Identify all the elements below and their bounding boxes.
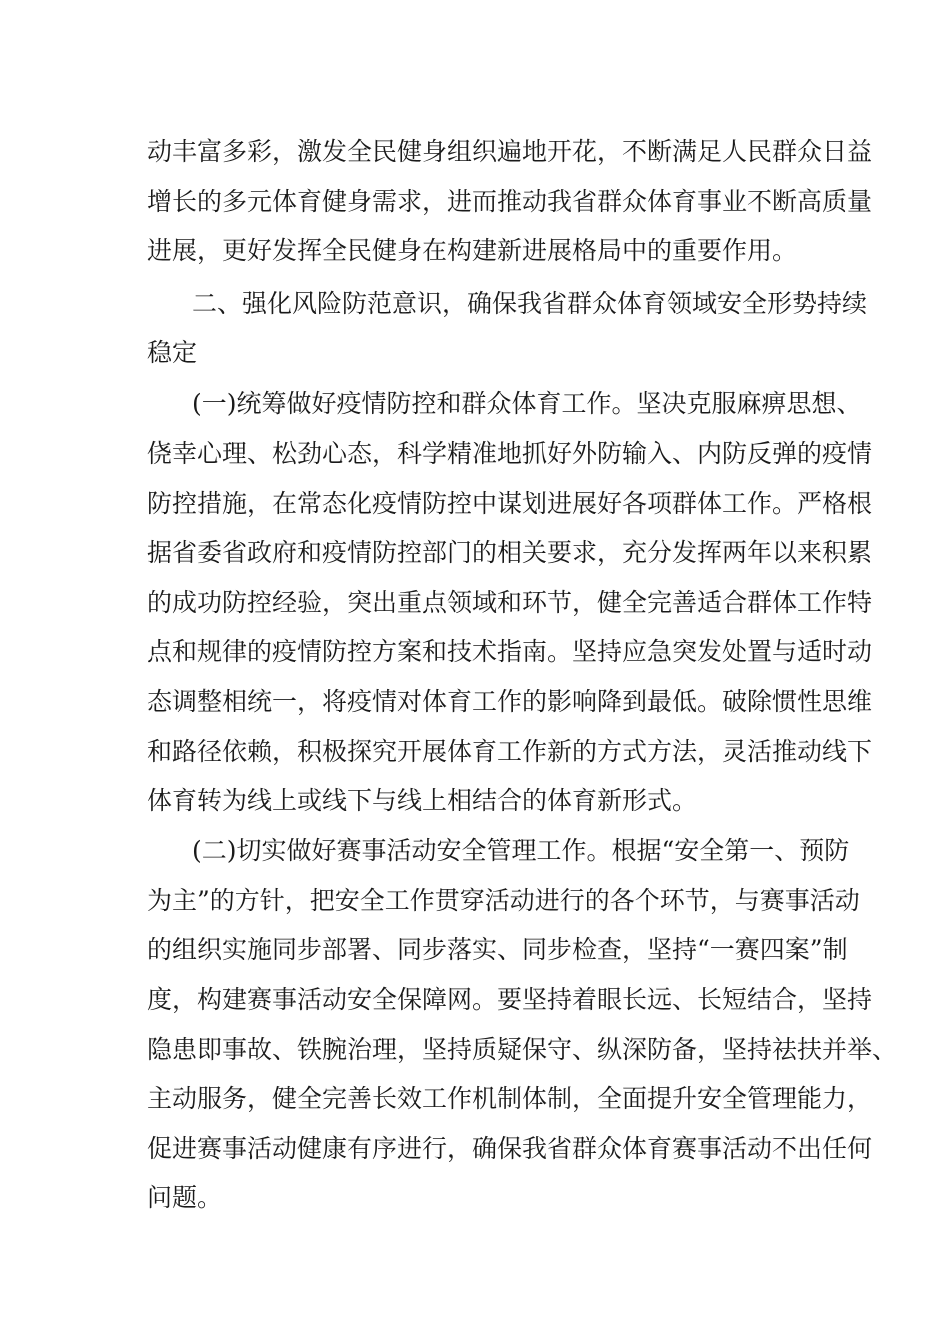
text-line: 动丰富多彩，激发全民健身组织遍地开花，不断满足人民群众日益 [147, 137, 873, 166]
text-line: 防控措施，在常态化疫情防控中谋划进展好各项群体工作。严格根 [147, 489, 873, 518]
text-line: 的组织实施同步部署、同步落实、同步检查，坚持“一赛四案”制 [147, 935, 848, 964]
text-line: 主动服务，健全完善长效工作机制体制，全面提升安全管理能力， [147, 1084, 873, 1113]
paragraph-start-line: (一)统筹做好疫情防控和群众体育工作。坚决克服麻痹思想、 [192, 389, 862, 418]
text-line: 隐患即事故、铁腕治理，坚持质疑保守、纵深防备，坚持祛扶并举、 [147, 1035, 898, 1064]
text-line: 点和规律的疫情防控方案和技术指南。坚持应急突发处置与适时动 [147, 637, 873, 666]
text-line: 问题。 [147, 1183, 223, 1212]
text-line: 增长的多元体育健身需求，进而推动我省群众体育事业不断高质量 [147, 187, 873, 216]
text-line: 态调整相统一，将疫情对体育工作的影响降到最低。破除惯性思维 [147, 687, 873, 716]
text-line: 和路径依赖，积极探究开展体育工作新的方式方法，灵活推动线下 [147, 737, 873, 766]
text-line: 体育转为线上或线下与线上相结合的体育新形式。 [147, 786, 698, 815]
text-line: 进展，更好发挥全民健身在构建新进展格局中的重要作用。 [147, 236, 798, 265]
text-line: 侥幸心理、松劲心态，科学精准地抓好外防输入、内防反弹的疫情 [147, 439, 873, 468]
text-line: 据省委省政府和疫情防控部门的相关要求，充分发挥两年以来积累 [147, 538, 873, 567]
section-heading-line: 二、强化风险防范意识，确保我省群众体育领域安全形势持续 [192, 289, 868, 318]
section-heading-line: 稳定 [147, 338, 198, 367]
text-line: 促进赛事活动健康有序进行，确保我省群众体育赛事活动不出任何 [147, 1134, 873, 1163]
text-line: 的成功防控经验，突出重点领域和环节，健全完善适合群体工作特 [147, 588, 873, 617]
text-line: 为主”的方针，把安全工作贯穿活动进行的各个环节，与赛事活动 [147, 886, 860, 915]
paragraph-start-line: (二)切实做好赛事活动安全管理工作。根据“安全第一、预防 [192, 836, 850, 865]
text-line: 度，构建赛事活动安全保障网。要坚持着眼长远、长短结合，坚持 [147, 985, 873, 1014]
